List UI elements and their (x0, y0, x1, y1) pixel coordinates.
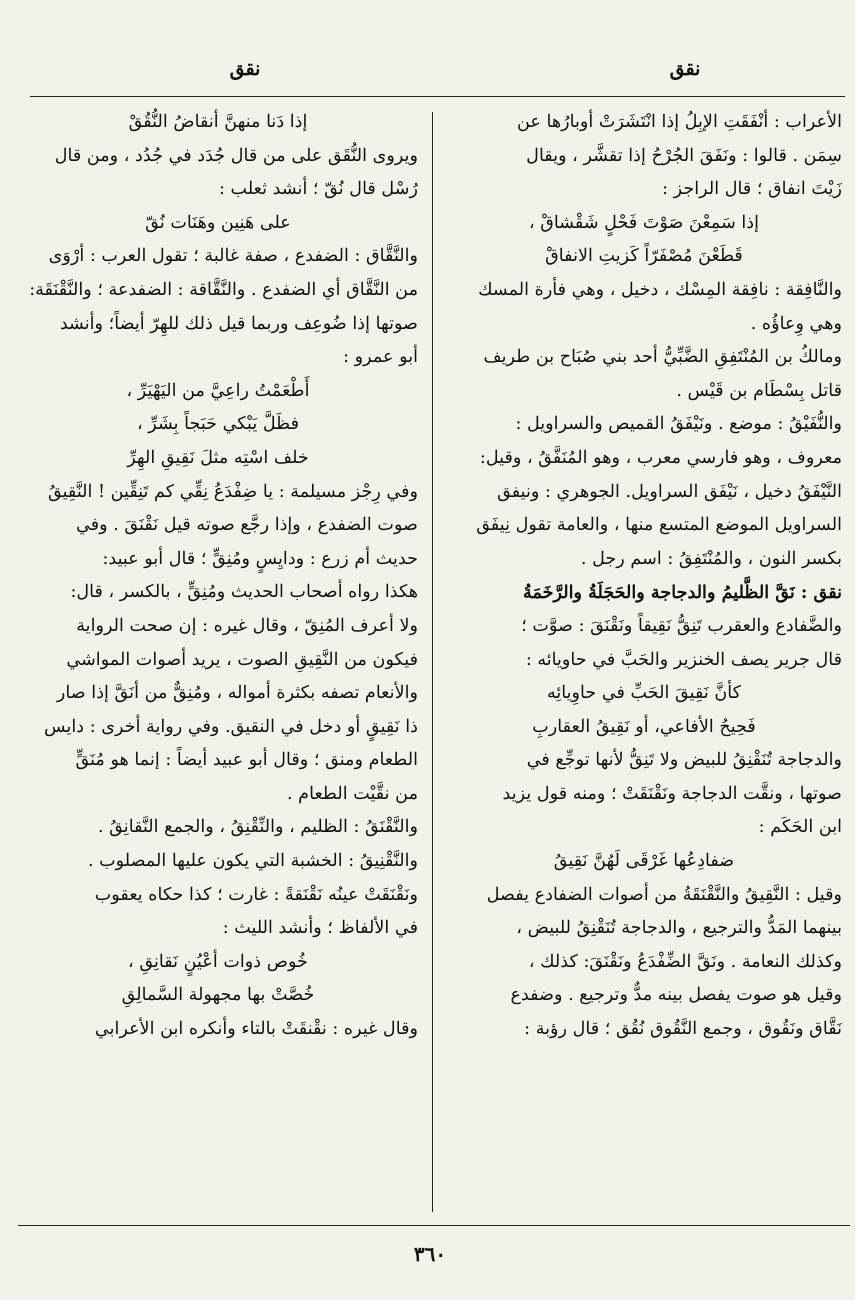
footer-rule (18, 1225, 850, 1226)
page-number: ٣٦٠ (413, 1242, 447, 1266)
verse-line: أَطْعَمْتُ راعِيَّ من اليَهْيَرِّ ، (126, 380, 310, 401)
verse-line: فظَلَّ يَبْكي حَبَجاً بِشَرِّ ، (136, 414, 299, 435)
text-line: زَيْتَ انفاق ؛ قال الراجز : (662, 179, 842, 200)
text-line: صوتها إذا ضُوعِف وربما قيل ذلك للهِرّ أيضاً؛ وأنشد (59, 313, 418, 334)
text-line: الأعراب : أنْفَقَتِ الإبِلُ إذا انْتَشَرَتْ أوبارُها عن (517, 112, 842, 132)
verse-line: قَطَعْنَ مُصْفَرّاً كَزيتِ الانفاقْ (545, 246, 743, 267)
header-rule (30, 96, 845, 97)
text-line: معروف ، وهو فارسي معرب ، وهو المُنَفَّقُ ، وقيل: (479, 447, 842, 468)
text-line: رُسْل قال نُقّ ؛ أنشد ثعلب : (219, 179, 418, 200)
text-line: وفي رِجْز مسيلمة : يا ضِفْدَعُ نِقِّي كم تَنِقِّين ! النَّقِيقُ (47, 481, 418, 502)
text-line: ذا نَقِيقٍ أو دخل في النقيق. وفي رواية أخرى : دايس (44, 716, 418, 737)
verse-line: خُوص ذوات أعْيُنٍ نَقانِقِ ، (128, 951, 308, 972)
text-line: قال جرير يصف الخنزير والحَبَّ في حاويائه : (525, 649, 842, 670)
text-line: وقال غيره : نقْنقَتْ بالتاء وأنكره ابن الأعرابي (94, 1019, 418, 1040)
text-line: ولا أعرف المُنِقّ ، وقال غيره : إن صحت الرواية (76, 615, 418, 636)
verse-line: خلف اسْتِه مثلَ نَقِيقِ الهِرِّ (127, 447, 309, 468)
text-line: فيكون من النَّقِيقِ الصوت ، يريد أصوات المواشي (66, 649, 418, 670)
text-line: والنُّفَيْقُ : موضع . ونَيْفَقُ القميص والسراويل : (515, 414, 842, 435)
verse-line: إذا سَمِعْنَ صَوْتَ فَحْلٍ شَقْشاقْ ، (528, 212, 760, 233)
left-column (18, 106, 418, 1047)
text-line: في الألفاظ ؛ وأنشد الليث : (222, 918, 418, 939)
text-line: ابن الحَكَم : (758, 817, 842, 838)
text-line: وقيل هو صوت يفصل بينه مدٌّ وترجيع . وضفدع (510, 985, 842, 1006)
text-line: والدجاجة تُنَقْنِقُ للبيض ولا تَنِقُّ لأنها توجِّع في (526, 750, 842, 771)
text-line: ويروى النُّقَق على من قال جُدَد في جُدُد ، ومن قال (54, 145, 418, 166)
text-line: بكسر النون ، والمُنْتَفِقُ : اسم رجل . (580, 548, 842, 569)
column-divider (432, 112, 433, 1212)
verse-line: كأنَّ نَقِيقَ الحَبِّ في حاوِيائِه (546, 683, 742, 704)
text-line: والنَّافِقة : نافِقة المِسْك ، دخيل ، وهي فأرة المسك (478, 279, 842, 300)
text-line: وهي وِعاؤُه . (750, 313, 842, 334)
text-line: وقيل : النَّقِيقُ والنَّقْنَقَةُ من أصوات الضفادع يفصل (486, 884, 842, 905)
text-line: سِمَن . قالوا : ونَفَقَ الجُرْحُ إذا تقشَّر ، ويقال (526, 145, 842, 166)
text-line: وكذلك النعامة . ونَقَّ الضِّفْدَعُ ونَقْنَقَ: كذلك ، (528, 951, 842, 972)
text-line: أبو عمرو : (343, 347, 418, 368)
text-line: والنَّقْنِيقُ : الخشبة التي يكون عليها المصلوب . (87, 851, 418, 872)
text-line: صوت الضفدع ، وإذا رجَّع صوته قيل نَقْنَقَ . وفي (76, 515, 418, 536)
verse-line: خُصَّتْ بها مجهولة السَّمالِقِ (121, 985, 315, 1006)
verse-line: ضفادِعُها غَرْقَى لَهُنَّ نَقِيقُ (553, 851, 735, 872)
verse-line: على هَنِين وهَنَات نُقّ (145, 212, 291, 233)
text-line: نَقَّاق ونَقُوق ، وجمع النَّقُوق نُقُق ؛ قال رؤبة : (524, 1019, 842, 1040)
text-line: قاتل بِسْطَام بن قَيْس . (676, 380, 842, 401)
text-line: الطعام ومنق ؛ وقال أبو عبيد أيضاً : إنما هو مُنَقٍّ (75, 750, 418, 771)
verse-line: فَحِيحُ الأفاعي، أو نَقِيقُ العقاربِ (532, 716, 756, 737)
text-line: من نقَّيْت الطعام . (287, 783, 418, 804)
text-line: النَّيْفَقُ دخيل ، نَيْفَق السراويل. الجوهري : ونيفق (497, 481, 842, 502)
right-column (446, 106, 842, 1047)
text-line: صوتها ، ونقَّت الدجاجة ونَقْنَقَتْ ؛ ومنه قول يزيد (502, 783, 842, 804)
text-line: هكذا رواه أصحاب الحديث ومُنِقٍّ ، بالكسر ، قال: (70, 582, 418, 603)
text-line: ونَقْنَقَتْ عينُه نَقْنَقةً : غارت ؛ كذا حكاه يعقوب (94, 884, 418, 905)
header-word-right: نقق (669, 58, 701, 80)
header-word-left: نقق (229, 58, 261, 80)
text-line: من النَّقَّاق أي الضفدع . والنَّقَّاقة : الضفدعة ؛ والنَّقْنَقَة: (29, 279, 418, 300)
verse-line: إذا دَنا منهنَّ أنقاضُ النُّقُقْ (128, 112, 308, 132)
text-line: والنَّقَّاق : الضفدع ، صفة غالبة ؛ تقول العرب : أرْوَى (48, 246, 418, 267)
text-line: السراويل الموضع المتسع منها ، والعامة تقول نِيفَق (476, 515, 842, 536)
text-line: والنَّقْنَقُ : الظليم ، والنِّقْنِقُ ، والجمع النَّقانِقُ . (97, 817, 418, 838)
text-line: بينهما المَدُّ والترجيع ، والدجاجة تُنَقْنِقُ للبيض ، (516, 918, 842, 939)
text-line: والأنعام تصفه بكثرة أمواله ، ومُنِقٌّ من أنَقَّ إذا صار (56, 683, 418, 704)
text-line: والضَّفادع والعقرب تَنِقُّ نَقِيقاً ونَقْنَقَ : صوَّت ؛ (521, 615, 842, 636)
entry-headword-line: نقق : نَقَّ الظَّليمُ والدجاجة والحَجَلَةُ والرَّخَمَةُ (523, 582, 842, 604)
text-line: حديث أم زرع : ودايِسٍ ومُنِقٍّ ؛ قال أبو عبيد: (102, 548, 418, 569)
text-line: ومالكُ بن المُنْتَفِقِ الضَّبِّيُّ أحد بني صُبَاح بن طريف (483, 347, 842, 368)
